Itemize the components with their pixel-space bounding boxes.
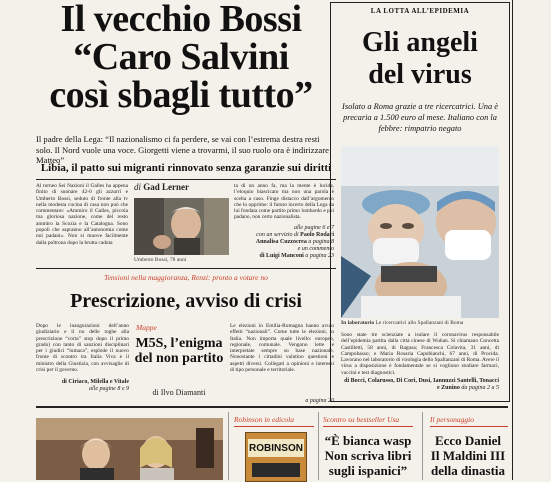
lab-photo-art xyxy=(341,146,499,318)
prescrizione-headline[interactable]: Prescrizione, avviso di crisi xyxy=(70,290,302,312)
robinson-cover[interactable] xyxy=(245,432,307,482)
main-author[interactable] xyxy=(134,184,189,191)
epidemia-summary: Isolato a Roma grazie a tre ricercatrici. Una è precaria a 1.500 euro al mese. Italiano con la febbre: rimpatrio negato xyxy=(342,102,498,133)
scontro-headline-line: Non scriva libri xyxy=(324,448,412,463)
column-divider xyxy=(228,412,229,480)
prescrizione-body: Dopo le inaugurazioni dell’anno giudiziario e il no delle toghe alla prescrizione “corta” stop dopo il primo grado) con tanto di sanzioni disciplinari per i giudici “lumaca”, esplode il nuovo fronte di scontro tra Italia Viva e il ministro della Giustizia, con avvisaglie di crisi per il governo. xyxy=(36,323,129,374)
lab-photo xyxy=(341,146,499,318)
epidemia-byline[interactable] xyxy=(341,378,499,392)
personaggio-rule xyxy=(430,426,508,427)
epidemia-kicker: LA LOTTA ALL’EPIDEMIA xyxy=(370,7,470,15)
commentary-line[interactable] xyxy=(234,253,334,260)
mappe-body: Le elezioni in Emilia-Romagna hanno avuto effetti “nazionali”. Come tutte le elezioni, in Italia. Non importa quale livello: europeo, regionale, comunale. Vengono lette e interpretate sempre su base nazionale. Nonostante i cittadini valutino questioni e aspetti diversi. Collegati a opinioni e interessi di tipo personale e territoriale. xyxy=(230,323,334,374)
related-author: Paolo Rodari xyxy=(300,232,334,238)
scontro-rule xyxy=(323,426,413,427)
headline-line: “Caro Salvini xyxy=(73,36,289,78)
main-body-left: Al torneo Sei Nazioni il Galles ha appena finito di suonare 42-0 gli azzurri e Umberto Bossi, seduto di fronte alla tv nella modesta cucina di casa non può che commentare: «Ammiro il Galles, piccola ma gloriosa nazione, come del resto ammiro la Scozia e la Catalogna. Sono popoli che sapranno all’autonomia come noi padani». Non si muove facilmente dalla poltrona dopo la brutta caduta xyxy=(36,183,128,246)
lab-photo-caption xyxy=(341,320,499,326)
related-intro: con un servizio di xyxy=(256,232,299,238)
column-divider xyxy=(422,412,423,480)
commentary-author: di Luigi Manconi xyxy=(259,253,304,259)
lab-caption-bold: In laboratorio xyxy=(341,320,375,326)
epidemia-page: da pagina 2 a 5 xyxy=(461,385,499,391)
scontro-headline[interactable] xyxy=(320,433,416,478)
mappe-headline[interactable] xyxy=(134,336,224,366)
section-divider xyxy=(36,406,508,408)
main-subhead[interactable]: Libia, il patto sui migranti rinnovato senza garanzie sui diritti xyxy=(40,162,332,174)
divider xyxy=(36,179,336,180)
mappe-kicker: Mappe xyxy=(136,323,157,332)
bossi-photo xyxy=(134,198,229,255)
column-divider xyxy=(318,412,319,480)
related-line-2[interactable] xyxy=(234,239,334,246)
continued-pages: alle pagine 6 e 7 xyxy=(294,225,334,231)
epidemia-headline[interactable] xyxy=(331,27,509,91)
bottom-photo-art xyxy=(36,418,223,480)
author-prefix: di xyxy=(134,182,142,192)
epidemia-box xyxy=(330,2,510,402)
prescrizione-kicker: Tensioni nella maggioranza, Renzi: pronto a votare no xyxy=(104,273,268,282)
scontro-headline-line: “È bianca wasp xyxy=(324,433,412,448)
related-author-2: Annalisa Cuzzocrea xyxy=(255,239,307,245)
robinson-rule xyxy=(234,426,314,427)
epidemia-headline-line: del virus xyxy=(368,59,472,90)
personaggio-headline-line: Ecco Daniel xyxy=(434,433,502,448)
robinson-cover-title: ROBINSON xyxy=(249,443,303,454)
bottom-photo[interactable] xyxy=(36,418,223,480)
personaggio-headline[interactable] xyxy=(424,433,512,478)
mappe-page: a pagina 20 xyxy=(305,398,334,404)
commentary-page: a pagina 23 xyxy=(305,253,334,259)
main-related xyxy=(234,225,334,260)
mappe-headline-line: M5S, l’enigma xyxy=(135,336,223,351)
mappe-byline[interactable]: di Ilvo Diamanti xyxy=(152,388,206,397)
related-page: a pagina 8 xyxy=(308,239,334,245)
lab-caption-text: Le ricercatrici allo Spallanzani di Roma xyxy=(375,320,464,326)
main-lede: Il padre della Lega: “Il nazionalismo ci fa perdere, se vai con l’estrema destra resti solo. Il Nord vuole una voce. Giorgetti viene a trovarmi, il suo ruolo ora è indirizzare Matteo” xyxy=(36,134,329,165)
prescrizione-authors: di Ciriaco, Milella e Vitale xyxy=(61,379,129,385)
page-edge xyxy=(512,0,513,480)
bossi-photo-art xyxy=(134,198,229,255)
epidemia-authors: di Bocci, Colarusso, Di Cori, Dusi, Iannuzzi Santelli, Tonacci e Zunino xyxy=(344,378,499,391)
personaggio-headline-line: Il Maldini III xyxy=(430,448,506,463)
epidemia-headline-line: Gli angeli xyxy=(362,27,478,58)
main-body-right: ta di un anno fa, ma la mente è lucida, l’eloquio biascicato ma non una parola è scelta a caso. Finge distacco dall’argomento che lo opprime: il futuro incerto della Lega da lui fondata come partito primo lombardo e poi padano, non certo nazionalista. xyxy=(234,183,334,221)
robinson-cover-art xyxy=(252,463,300,477)
headline-line: Il vecchio Bossi xyxy=(60,0,302,40)
commentary-intro: e un commento xyxy=(297,246,334,252)
epidemia-body: Sono state tre scienziate a isolare il coronavirus responsabile dell’epidemia partita dalla città cinese di Wuhan. Si chiamano Concetta Castilletti, 58 anni, di Ragusa; Francesca Colavita, 31 anni, di Campobasso; e Maria Rosaria Capobianchi, 67 anni, di Procida. Lavorano nel laboratorio di virologia dello Spallanzani di Roma. Avere il virus a disposizione è fondamentale se si vogliono studiare farmaci, vaccini e test diagnostici. xyxy=(341,332,499,376)
main-headline[interactable] xyxy=(36,0,326,114)
personaggio-kicker: Il personaggio xyxy=(430,415,474,424)
prescrizione-page: alle pagine 8 e 9 xyxy=(89,386,129,392)
author-name: Gad Lerner xyxy=(143,182,190,192)
related-line[interactable] xyxy=(234,232,334,239)
divider xyxy=(36,268,336,269)
headline-line: così sbagli tutto” xyxy=(49,74,313,116)
scontro-headline-line: sugli ispanici” xyxy=(328,463,408,478)
robinson-kicker: Robinson in edicola xyxy=(234,415,294,424)
scontro-kicker: Scontro su bestseller Usa xyxy=(323,415,400,424)
mappe-headline-line: del non partito xyxy=(134,351,224,366)
prescrizione-byline[interactable] xyxy=(36,379,129,393)
personaggio-headline-line: della dinastia xyxy=(430,463,506,478)
bossi-photo-caption: Umberto Bossi, 78 anni xyxy=(134,257,187,263)
